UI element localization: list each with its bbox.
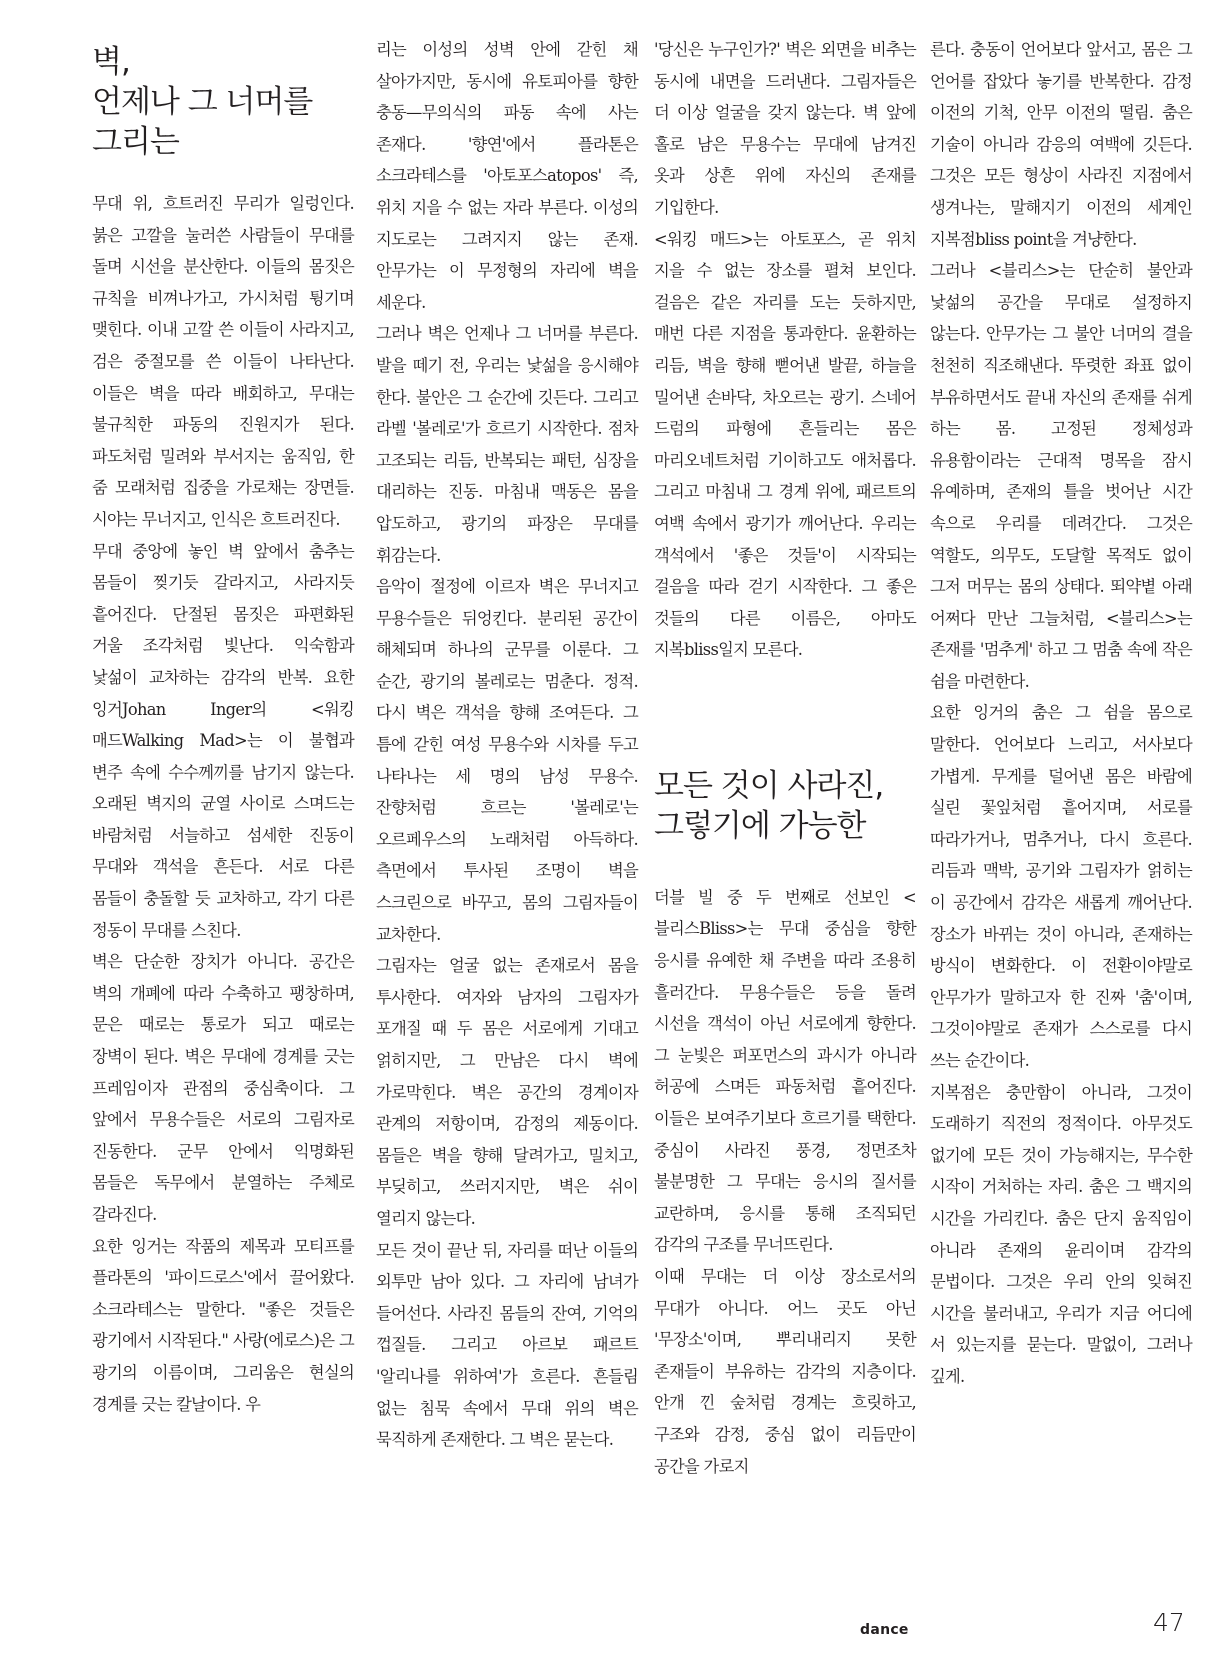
paragraph: 더블 빌 중 두 번째로 선보인 <블리스Bliss>는 무대 중심을 향한 응시를 유예한 채 주변을 따라 조용히 흘러간다. 무용수들은 등을 돌려 시선을 객석이 아닌 서로에게 향한다. 그 눈빛은 퍼포먼스의 과시가 아니라 허공에 스며든 파동처럼 흩어진다. 이들은 보여주기보다 흐르기를 택한다. 중심이 사라진 풍경, 정면조차 불분명한 그 무대는 응시의 질서를 교란하며, 응시를 통해 조직되던 감각의 구조를 무너뜨린다. (654, 887, 916, 1255)
paragraph: <워킹 매드>는 아토포스, 곧 위치 지을 수 없는 장소를 펼쳐 보인다. 걸음은 같은 자리를 도는 듯하지만, 매번 다른 지점을 통과한다. 윤환하는 리듬, 벽을 향해 뻗어낸 발끝, 하늘을 밀어낸 손바닥, 차오르는 광기. 스네어 드럼의 파형에 흔들리는 몸은 마리오네트처럼 기이하고도 애처롭다. 그리고 마침내 그 경계 위에, 패르트의 여백 속에서 광기가 깨어난다. 우리는 객석에서 '좋은 것들'이 시작되는 걸음을 따라 걷기 시작한다. 그 좋은 것들의 다른 이름은, 아마도 지복bliss일지 모른다. (654, 229, 916, 660)
paragraph: 리는 이성의 성벽 안에 갇힌 채 살아가지만, 동시에 유토피아를 향한 충동—무의식의 파동 속에 사는 존재다. '향연'에서 플라톤은 소크라테스를 '아토포스atopos' 즉, 위치 지을 수 없는 자라 부른다. 이성의 지도로는 그려지지 않는 존재. 안무가는 이 무정형의 자리에 벽을 세운다. (376, 40, 638, 312)
paragraph: 무대 위, 흐트러진 무리가 일렁인다. 붉은 고깔을 눌러쓴 사람들이 무대를 돌며 시선을 분산한다. 이들의 몸짓은 규칙을 비껴나가고, 가시처럼 튕기며 맺힌다. 이내 고깔 쓴 이들이 사라지고, 검은 중절모를 쓴 이들이 나타난다. 이들은 벽을 따라 배회하고, 무대는 불규칙한 파동의 진원지가 된다. 파도처럼 밀려와 부서지는 움직임, 한 줌 모래처럼 집중을 가로채는 장면들. 시야는 무너지고, 인식은 흐트러진다. (92, 194, 354, 529)
heading-line: 언제나 그 너머를 (92, 84, 313, 120)
column-3 (654, 34, 916, 1482)
heading-line: 모든 것이 사라진, (654, 767, 884, 804)
paragraph: '당신은 누구인가?' 벽은 외면을 비추는 동시에 내면을 드러낸다. 그림자들은 더 이상 얼굴을 갖지 않는다. 벽 앞에 홀로 남은 무용수는 무대에 남겨진 옷과 상흔 위에 자신의 존재를 기입한다. (654, 40, 916, 217)
column-1 (92, 34, 354, 1420)
paragraph: 그림자는 얼굴 없는 존재로서 몸을 투사한다. 여자와 남자의 그림자가 포개질 때 두 몸은 서로에게 기대고 얽히지만, 그 만남은 다시 벽에 가로막힌다. 벽은 공간의 경계이자 관계의 저항이며, 감정의 제동이다. 몸들은 벽을 향해 달려가고, 밀치고, 부딪히고, 쓰러지지만, 벽은 쉬이 열리지 않는다. (376, 956, 638, 1228)
magazine-brand: dance (860, 1622, 909, 1638)
paragraph: 그러나 벽은 언제나 그 너머를 부른다. 발을 떼기 전, 우리는 낯섦을 응시해야 한다. 불안은 그 순간에 깃든다. 그리고 라벨 '볼레로'가 흐르기 시작한다. 점차 고조되는 리듬, 반복되는 패턴, 심장을 대리하는 진동. 마침내 맥동은 몸을 압도하고, 광기의 파장은 무대를 휘감는다. (376, 324, 638, 565)
paragraph: 그러나 <블리스>는 단순히 불안과 낯섦의 공간을 무대로 설정하지 않는다. 안무가는 그 불안 너머의 결을 천천히 직조해낸다. 뚜렷한 좌표 없이 부유하면서도 끝내 자신의 존재를 쉬게 하는 몸. 고정된 정체성과 유용함이라는 근대적 명목을 잠시 유예하며, 존재의 틀을 벗어난 시간 속으로 우리를 데려간다. 그것은 역할도, 의무도, 도달할 목적도 없이 그저 머무는 몸의 상태다. 뙤약볕 아래 어쩌다 만난 그늘처럼, <블리스>는 존재를 '멈추게' 하고 그 멈춤 속에 작은 쉼을 마련한다. (930, 261, 1192, 691)
paragraph: 모든 것이 끝난 뒤, 자리를 떠난 이들의 외투만 남아 있다. 그 자리에 남녀가 들어선다. 사라진 몸들의 잔여, 기억의 껍질들. 그리고 아르보 패르트 '알리나를 위하여'가 흐른다. 흔들림 없는 침묵 속에서 무대 위의 벽은 묵직하게 존재한다. 그 벽은 묻는다. (376, 1240, 638, 1450)
paragraph: 른다. 충동이 언어보다 앞서고, 몸은 그 언어를 잡았다 놓기를 반복한다. 감정 이전의 기척, 안무 이전의 떨림. 춤은 기술이 아니라 감응의 여백에 깃든다. 그것은 모든 형상이 사라진 지점에서 생겨나는, 말해지기 이전의 세계인 지복점bliss point을 겨냥한다. (930, 40, 1192, 249)
column-2 (376, 34, 638, 1456)
heading-line: 벽, (92, 44, 130, 80)
page-number: 47 (1153, 1608, 1185, 1637)
column-4 (930, 34, 1192, 1393)
paragraph: 이때 무대는 더 이상 장소로서의 무대가 아니다. 어느 곳도 아닌 '무장소'이며, 뿌리내리지 못한 존재들이 부유하는 감각의 지층이다. 안개 낀 숲처럼 경계는 흐릿하고, 구조와 감정, 중심 없이 리듬만이 공간을 가로지 (654, 1267, 916, 1476)
heading-line: 그리는 (92, 124, 179, 160)
paragraph: 요한 잉거는 작품의 제목과 모티프를 플라톤의 '파이드로스'에서 끌어왔다. 소크라테스는 말한다. "좋은 것들은 광기에서 시작된다." 사랑(에로스)은 그 광기의 이름이며, 그리움은 현실의 경계를 긋는 칼날이다. 우 (92, 1236, 354, 1414)
section-heading-wall (92, 42, 354, 162)
paragraph: 요한 잉거의 춤은 그 쉼을 몸으로 말한다. 언어보다 느리고, 서사보다 가볍게. 무게를 덜어낸 몸은 바람에 실린 꽃잎처럼 흩어지며, 서로를 따라가거나, 멈추거나, 다시 흐른다. 리듬과 맥박, 공기와 그림자가 얽히는 이 공간에서 감각은 새롭게 깨어난다. 장소가 바뀌는 것이 아니라, 존재하는 방식이 변화한다. 이 전환이야말로 안무가가 말하고자 한 진짜 '춤'이며, 그것이야말로 존재가 스스로를 다시 쓰는 순간이다. (930, 703, 1192, 1070)
heading-line: 그렇기에 가능한 (654, 807, 866, 844)
paragraph: 음악이 절정에 이르자 벽은 무너지고 무용수들은 뒤엉킨다. 분리된 공간이 해체되며 하나의 군무를 이룬다. 그 순간, 광기의 볼레로는 멈춘다. 정적. 다시 벽은 객석을 향해 조여든다. 그 틈에 갇힌 여성 무용수와 시차를 두고 나타나는 세 명의 남성 무용수. 잔향처럼 흐르는 '볼레로'는 오르페우스의 노래처럼 아득하다. 측면에서 투사된 조명이 벽을 스크린으로 바꾸고, 몸의 그림자들이 교차한다. (376, 577, 638, 944)
section-heading-bliss (654, 766, 916, 846)
paragraph: 지복점은 충만함이 아니라, 그것이 도래하기 직전의 정적이다. 아무것도 없기에 모든 것이 가능해지는, 무수한 시작이 거처하는 자리. 춤은 그 백지의 시간을 가리킨다. 춤은 단지 움직임이 아니라 존재의 윤리이며 감각의 문법이다. 그것은 우리 안의 잊혀진 시간을 불러내고, 우리가 지금 어디에 서 있는지를 묻는다. 말없이, 그러나 깊게. (930, 1082, 1192, 1386)
paragraph: 무대 중앙에 놓인 벽 앞에서 춤추는 몸들이 찢기듯 갈라지고, 사라지듯 흩어진다. 단절된 몸짓은 파편화된 거울 조각처럼 빛난다. 익숙함과 낯섦이 교차하는 감각의 반복. 요한 잉거Johan Inger의 <워킹 매드Walking Mad>는 이 불협과 변주 속에 수수께끼를 남기지 않는다. 오래된 벽지의 균열 사이로 스며드는 바람처럼 서늘하고 섬세한 진동이 무대와 객석을 흔든다. 서로 다른 몸들이 충돌할 듯 교차하고, 각기 다른 정동이 무대를 스친다. (92, 541, 354, 940)
paragraph: 벽은 단순한 장치가 아니다. 공간은 벽의 개폐에 따라 수축하고 팽창하며, 문은 때로는 통로가 되고 때로는 장벽이 된다. 벽은 무대에 경계를 긋는 프레임이자 관점의 중심축이다. 그 앞에서 무용수들은 서로의 그림자로 진동한다. 군무 안에서 익명화된 몸들은 독무에서 분열하는 주체로 갈라진다. (92, 952, 354, 1224)
